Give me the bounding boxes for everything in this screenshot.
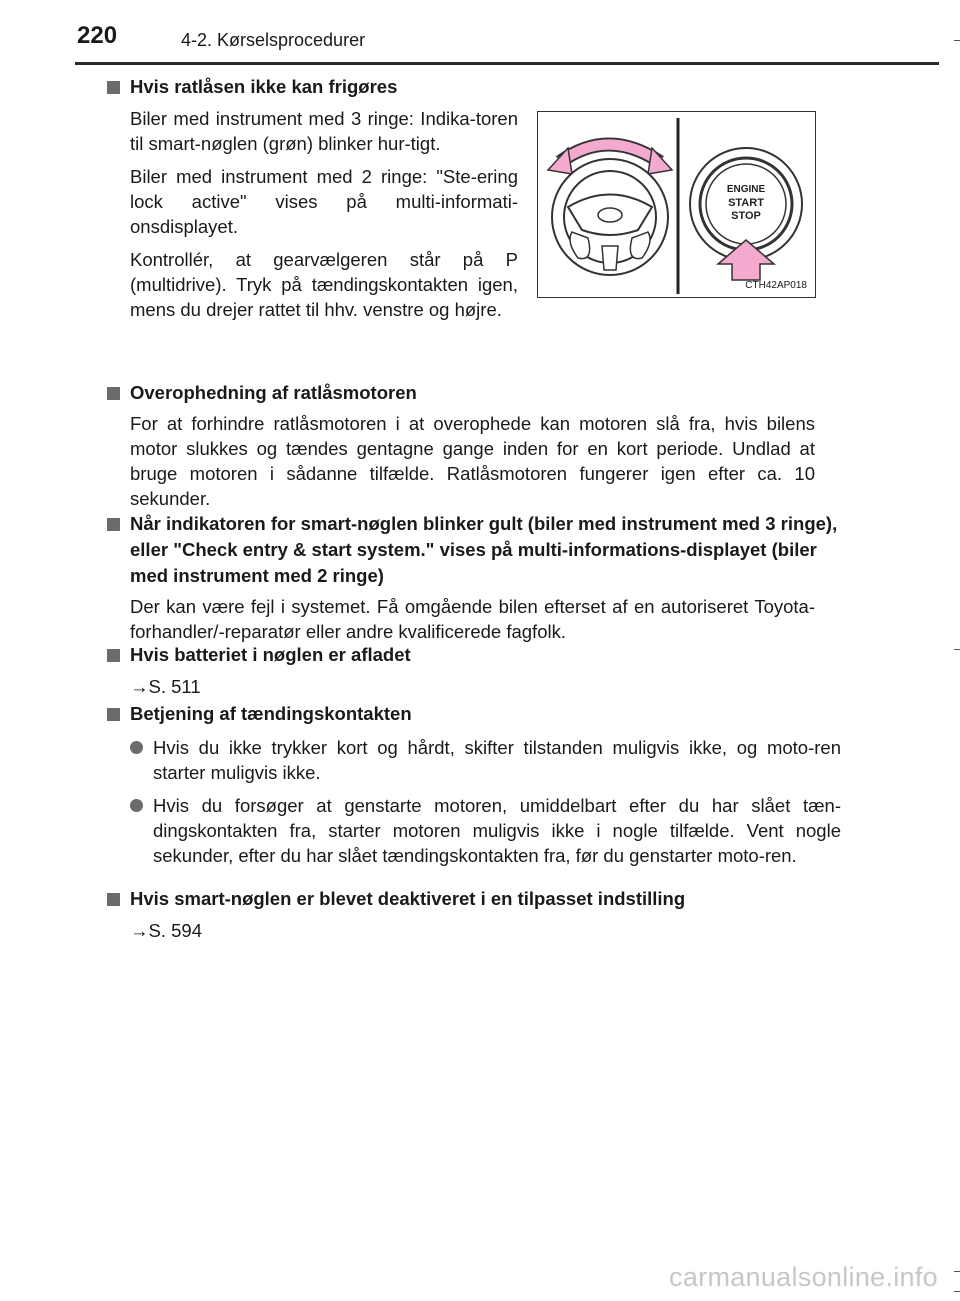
square-bullet-icon bbox=[107, 708, 120, 721]
page-reference[interactable]: →S. 511 bbox=[130, 676, 201, 697]
square-bullet-icon bbox=[107, 81, 120, 94]
header-rule bbox=[75, 62, 939, 65]
section-heading bbox=[107, 642, 841, 668]
section-heading bbox=[107, 511, 841, 589]
square-bullet-icon bbox=[107, 387, 120, 400]
section-key-battery bbox=[107, 642, 841, 699]
round-bullet-icon bbox=[130, 741, 143, 754]
page-number: 220 bbox=[77, 22, 118, 49]
heading-text: Hvis smart-nøglen er blevet deaktiveret i en tilpasset indstilling bbox=[130, 888, 686, 909]
list-item bbox=[130, 735, 841, 785]
illustration-svg bbox=[538, 112, 815, 297]
crop-mark bbox=[954, 649, 960, 650]
crop-mark bbox=[954, 1271, 960, 1272]
steering-wheel-illustration bbox=[537, 111, 816, 298]
crop-mark bbox=[954, 1291, 960, 1292]
paragraph: Biler med instrument med 2 ringe: "Ste-ering lock active" vises på multi-informati-onsdisplayet. bbox=[130, 166, 518, 237]
button-label-start: START bbox=[728, 197, 764, 209]
heading-text: Betjening af tændingskontakten bbox=[130, 703, 412, 724]
square-bullet-icon bbox=[107, 893, 120, 906]
section-overheating bbox=[107, 380, 841, 511]
section-smart-key-disabled bbox=[107, 886, 841, 943]
section-heading bbox=[107, 886, 841, 912]
heading-text: Hvis ratlåsen ikke kan frigøres bbox=[130, 76, 398, 97]
section-ignition-operation bbox=[107, 701, 841, 868]
square-bullet-icon bbox=[107, 518, 120, 531]
watermark: carmanualsonline.info bbox=[669, 1262, 938, 1292]
paragraph: Biler med instrument med 3 ringe: Indika-toren til smart-nøglen (grøn) blinker hur-tigt. bbox=[130, 108, 518, 154]
paragraph: For at forhindre ratlåsmotoren i at overophede kan motoren slå fra, hvis bilens motor slukkes og tændes gentagne gange inden for en kort periode. Undlad at bruge motoren i sådanne tilfælde. Ratlåsmotoren fungerer igen efter ca. 10 sekunder. bbox=[130, 413, 815, 509]
square-bullet-icon bbox=[107, 649, 120, 662]
paragraph: Kontrollér, at gearvælgeren står på P (multidrive). Tryk på tændingskontakten igen, mens du drejer rattet til hhv. venstre og højre. bbox=[130, 249, 518, 320]
list-item bbox=[130, 793, 841, 868]
round-bullet-icon bbox=[130, 799, 143, 812]
button-label-stop: STOP bbox=[731, 210, 761, 222]
paragraph: Der kan være fejl i systemet. Få omgående bilen efterset af en autoriseret Toyota-forhandler/-reparatør eller andre kvalificerede fagfolk. bbox=[130, 596, 815, 642]
section-indicator bbox=[107, 511, 841, 644]
list-item-text: Hvis du forsøger at genstarte motoren, umiddelbart efter du har slået tæn-dingskontakten fra, starter motoren muligvis ikke i nogle tilfælde. Vent nogle sekunder, efter du har slået tændingskontakten fra, før du genstarter moto-ren. bbox=[153, 795, 841, 866]
list-item-text: Hvis du ikke trykker kort og hårdt, skifter tilstanden muligvis ikke, og moto-ren starter muligvis ikke. bbox=[153, 737, 841, 783]
heading-text: Hvis batteriet i nøglen er afladet bbox=[130, 644, 411, 665]
button-label-engine: ENGINE bbox=[726, 184, 766, 195]
section-heading bbox=[107, 701, 841, 727]
crop-mark bbox=[954, 40, 960, 41]
section-title: 4-2. Kørselsprocedurer bbox=[181, 30, 366, 50]
heading-text: Overophedning af ratlåsmotoren bbox=[130, 382, 417, 403]
heading-text: Når indikatoren for smart-nøglen blinker gult (biler med instrument med 3 ringe), eller "Check entry & start system." vises på multi-informations-displayet (biler med instrument med 2 ringe) bbox=[130, 513, 838, 586]
section-heading bbox=[107, 74, 841, 100]
page-reference[interactable]: →S. 594 bbox=[130, 920, 202, 941]
section-heading bbox=[107, 380, 841, 406]
figure-code: CTH42AP018 bbox=[745, 280, 807, 291]
